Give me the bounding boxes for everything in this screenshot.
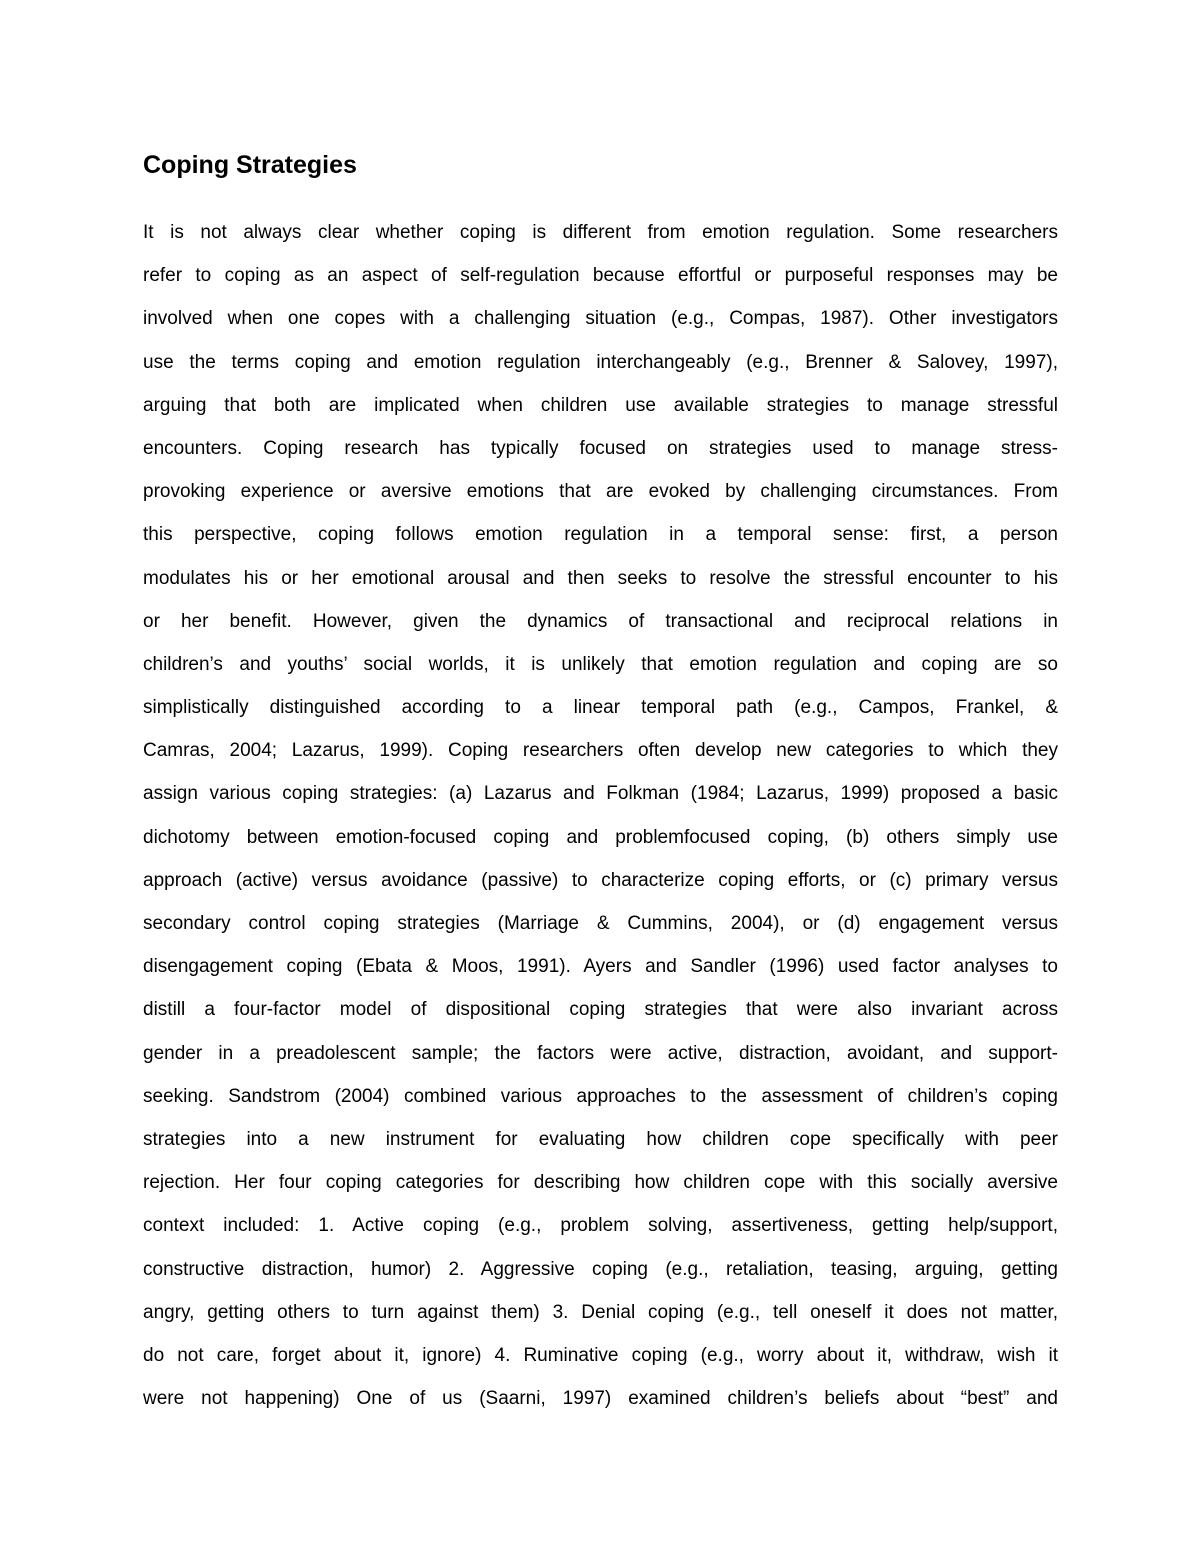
text-line: this perspective, coping follows emotion regulation in a temporal sense: first, a person <box>143 524 1058 546</box>
text-line: disengagement coping (Ebata & Moos, 1991). Ayers and Sandler (1996) used factor analyses to <box>143 956 1058 978</box>
text-line: secondary control coping strategies (Marriage & Cummins, 2004), or (d) engagement versus <box>143 913 1058 934</box>
text-line: provoking experience or aversive emotions that are evoked by challenging circumstances. From <box>143 481 1058 503</box>
document-title: Coping Strategies <box>143 151 357 179</box>
text-line: seeking. Sandstrom (2004) combined various approaches to the assessment of children’s coping <box>143 1085 1058 1107</box>
text-line: or her benefit. However, given the dynamics of transactional and reciprocal relations in <box>143 610 1058 632</box>
text-line: approach (active) versus avoidance (passive) to characterize coping efforts, or (c) primary versus <box>143 869 1058 891</box>
text-line: assign various coping strategies: (a) Lazarus and Folkman (1984; Lazarus, 1999) proposed a basic <box>143 783 1058 805</box>
text-line: modulates his or her emotional arousal and then seeks to resolve the stressful encounter to his <box>143 567 1058 589</box>
text-line: were not happening) One of us (Saarni, 1997) examined children’s beliefs about “best” and <box>143 1388 1058 1410</box>
text-line: Camras, 2004; Lazarus, 1999). Coping researchers often develop new categories to which they <box>143 740 1058 762</box>
text-line: encounters. Coping research has typically focused on strategies used to manage stress- <box>143 437 1058 459</box>
text-line: arguing that both are implicated when children use available strategies to manage stressful <box>143 394 1058 416</box>
text-line: context included: 1. Active coping (e.g., problem solving, assertiveness, getting help/support, <box>143 1215 1058 1237</box>
text-line: angry, getting others to turn against them) 3. Denial coping (e.g., tell oneself it does not matter, <box>143 1301 1058 1323</box>
document-page <box>143 147 1058 1420</box>
text-line: children’s and youths’ social worlds, it is unlikely that emotion regulation and coping are so <box>143 653 1058 675</box>
text-line: rejection. Her four coping categories for describing how children cope with this socially aversive <box>143 1172 1058 1194</box>
text-line: distill a four-factor model of dispositional coping strategies that were also invariant across <box>143 999 1058 1021</box>
text-line: dichotomy between emotion-focused coping and problemfocused coping, (b) others simply use <box>143 826 1058 848</box>
text-line: use the terms coping and emotion regulation interchangeably (e.g., Brenner & Salovey, 1997), <box>143 351 1058 373</box>
text-line: gender in a preadolescent sample; the factors were active, distraction, avoidant, and support- <box>143 1042 1058 1064</box>
text-line: It is not always clear whether coping is different from emotion regulation. Some researchers <box>143 222 1058 243</box>
text-line: strategies into a new instrument for evaluating how children cope specifically with peer <box>143 1128 1058 1150</box>
text-line: constructive distraction, humor) 2. Aggressive coping (e.g., retaliation, teasing, arguing, getting <box>143 1258 1058 1280</box>
text-line: refer to coping as an aspect of self-regulation because effortful or purposeful responses may be <box>143 265 1058 287</box>
text-line: do not care, forget about it, ignore) 4. Ruminative coping (e.g., worry about it, withdraw, wish it <box>143 1344 1058 1366</box>
text-line: simplistically distinguished according to a linear temporal path (e.g., Campos, Frankel, & <box>143 697 1058 719</box>
body-paragraph <box>143 211 1058 1420</box>
text-line: involved when one copes with a challenging situation (e.g., Compas, 1987). Other investigators <box>143 308 1058 330</box>
